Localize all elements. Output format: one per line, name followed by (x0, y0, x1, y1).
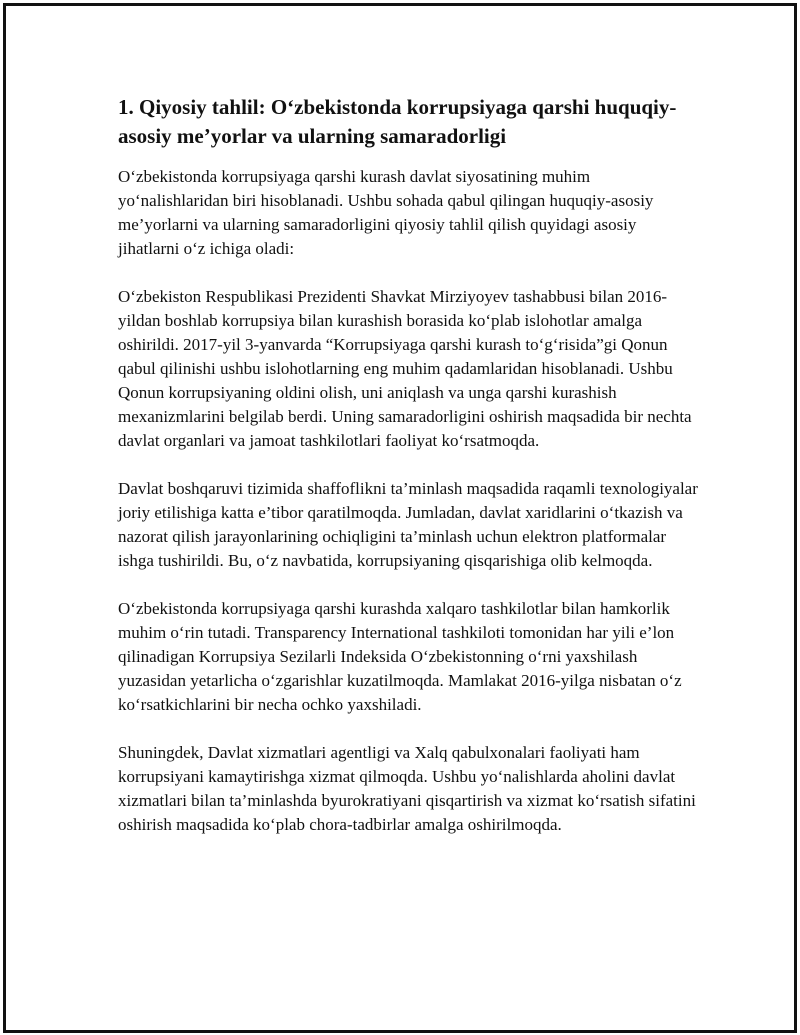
paragraph-public-services: Shuningdek, Davlat xizmatlari agentligi va Xalq qabulxonalari faoliyati ham korrupsiyani kamaytirishga xizmat qilmoqda. Ushbu yo‘nalishlarda aholini davlat xizmatlari bilan ta’minlashda byurokratiyani qisqartirish va xizmat ko‘rsatish sifatini oshirish maqsadida ko‘plab chora-tadbirlar amalga oshirilmoqda. (118, 743, 696, 834)
document-title: 1. Qiyosiy tahlil: O‘zbekistonda korrupsiyaga qarshi huquqiy-asosiy me’yorlar va ularning samaradorligi (118, 95, 677, 148)
paragraph-international-cooperation: O‘zbekistonda korrupsiyaga qarshi kurashda xalqaro tashkilotlar bilan hamkorlik muhim o‘rin tutadi. Transparency International tashkiloti tomonidan har yili e’lon qilinadigan Korrupsiya Sezilarli Indeksida O‘zbekistonning o‘rni yaxshilash yuzasidan yetarlicha o‘zgarishlar kuzatilmoqda. Mamlakat 2016-yilga nisbatan o‘z ko‘rsatkichlarini bir necha ochko yaxshiladi. (118, 599, 682, 714)
paragraph-reforms: O‘zbekiston Respublikasi Prezidenti Shavkat Mirziyoyev tashabbusi bilan 2016-yildan boshlab korrupsiya bilan kurashish borasida ko‘plab islohotlar amalga oshirildi. 2017-yil 3-yanvarda “Korrupsiyaga qarshi kurash to‘g‘risida”gi Qonun qabul qilinishi ushbu islohotlarning eng muhim qadamlaridan hisoblanadi. Ushbu Qonun korrupsiyaning oldini olish, uni aniqlash va unga qarshi kurashish mexanizmlarini belgilab berdi. Uning samaradorligini oshirish maqsadida bir nechta davlat organlari va jamoat tashkilotlari faoliyat ko‘rsatmoqda. (118, 287, 692, 450)
paragraph-intro: O‘zbekistonda korrupsiyaga qarshi kurash davlat siyosatining muhim yo‘nalishlaridan biri hisoblanadi. Ushbu sohada qabul qilingan huquqiy-asosiy me’yorlarni va ularning samaradorligini qiyosiy tahlil qilish quyidagi asosiy jihatlarni o‘z ichiga oladi: (118, 167, 654, 258)
document-body (118, 93, 698, 861)
paragraph-digital-transparency: Davlat boshqaruvi tizimida shaffoflikni ta’minlash maqsadida raqamli texnologiyalar joriy etilishiga katta e’tibor qaratilmoqda. Jumladan, davlat xaridlarini o‘tkazish va nazorat qilish jarayonlarining ochiqligini ta’minlash uchun elektron platformalar ishga tushirildi. Bu, o‘z navbatida, korrupsiyaning qisqarishiga olib kelmoqda. (118, 479, 698, 570)
